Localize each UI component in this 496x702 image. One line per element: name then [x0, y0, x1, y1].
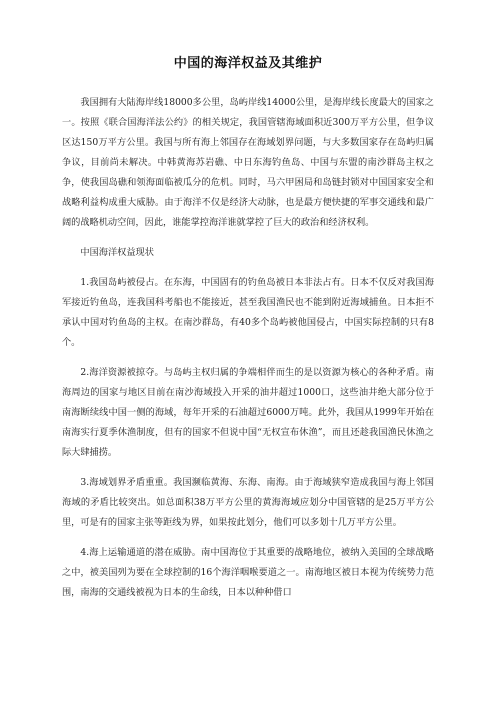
list-item: 2.海洋资源被掠夺。与岛屿主权归属的争端相伴而生的是以资源为核心的各种矛盾。南海周边的国家与地区目前在南沙海域投入开采的油井超过1000口，这些油井绝大部分位于南海断续线中国一侧的海域，每年开采的石油超过6000万吨。此外，我国从1999年开始在南海实行夏季休渔制度，但有的国家不但说中国“无权宣布休渔”，而且还趁我国渔民休渔之际大肆捕捞。 [62, 367, 434, 458]
list-item: 3.海域划界矛盾重重。我国濒临黄海、东海、南海。由于海域狭窄造成我国与海上邻国海域的矛盾比较突出。如总面积38万平方公里的黄海海域应划分中国管辖的是25万平方公里，可是有的国家主张等距线为界，如果按此划分，他们可以多划十几万平方公里。 [62, 477, 434, 528]
list-item: 1.我国岛屿被侵占。在东海，中国固有的钓鱼岛被日本非法占有。日本不仅反对我国海军接近钓鱼岛，连我国科考船也不能接近，甚至我国渔民也不能到附近海域捕鱼。日本拒不承认中国对钓鱼岛的主权。在南沙群岛，有40多个岛屿被他国侵占，中国实际控制的只有8个。 [62, 277, 434, 348]
list-item: 4.海上运输通道的潜在威胁。南中国海位于其重要的战略地位，被纳入美国的全球战略之中，被美国列为要在全球控制的16个海洋咽喉要道之一。南海地区被日本视为传统势力范围，南海的交通线被视为日本的生命线，日本以种种借口 [62, 547, 434, 598]
document-title: 中国的海洋权益及其维护 [173, 56, 323, 71]
intro-paragraph: 我国拥有大陆海岸线18000多公里，岛屿岸线14000公里，是海岸线长度最大的国家之一。按照《联合国海洋法公约》的相关规定，我国管辖海域面积近300万平方公里，但争议区达150万平方公里。我国与所有海上邻国存在海域划界问题，与大多数国家存在岛屿归属争议，目前尚未解决。中韩黄海苏岩礁、中日东海钓鱼岛、中国与东盟的南沙群岛主权之争，使我国岛礁和领海面临被瓜分的危机。同时，马六甲困局和岛链封锁对中国国家安全和战略利益构成重大威胁。由于海洋不仅是经济大动脉，也是最方便快捷的军事交通线和最广阔的战略机动空间，因此，谁能掌控海洋谁就掌控了巨大的政治和经济权利。 [62, 97, 434, 228]
section-heading: 中国海洋权益现状 [80, 247, 154, 258]
